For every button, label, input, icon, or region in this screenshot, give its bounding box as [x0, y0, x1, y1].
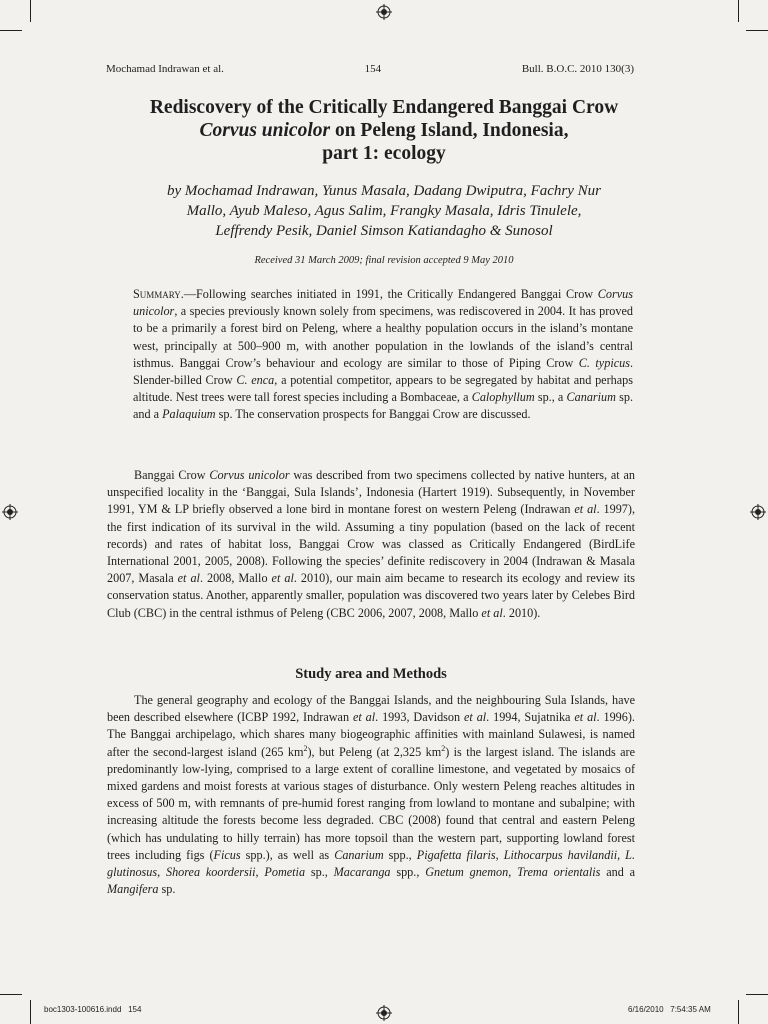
title-line-1: Rediscovery of the Critically Endangered Banggai Crow — [149, 97, 619, 118]
et-al: et al — [464, 710, 487, 725]
summary-text: .—Following searches initiated in 1991, the Critically Endangered Banggai Crow — [180, 287, 598, 301]
species-name: Trema orientalis — [517, 865, 601, 880]
genus-name: Canarium — [334, 847, 384, 862]
body-text: sp., — [305, 865, 334, 880]
species-name: Corvus unicolor — [209, 468, 290, 482]
crop-mark-bottom-left-h — [0, 994, 22, 995]
received-date: Received 31 March 2009; final revision accepted 9 May 2010 — [254, 255, 514, 266]
species-name: Gnetum gnemon — [425, 865, 509, 880]
body-text: and a — [600, 865, 636, 880]
journal-citation: Bull. B.O.C. 2010 130(3) — [521, 63, 634, 75]
body-text: , — [508, 865, 518, 880]
summary-label: Summary — [133, 287, 181, 301]
et-al: et al — [177, 571, 200, 586]
article-title — [100, 96, 668, 165]
species-name: Corvus unicolor — [133, 287, 633, 319]
species-name: C. enca — [236, 373, 275, 388]
body-text: was described from two specimens collected by native hunters, at an unspecified locality in the ‘Banggai, Sula Islands’, Indonesia (Hartert 1919). Subsequently, in November 1991, YM & LP briefly observed a lone bird in montane forest on western Peleng (Indrawan — [107, 468, 635, 517]
body-text: spp., — [383, 847, 417, 862]
body-text: ), but Peleng (at 2,325 km — [307, 744, 442, 759]
registration-mark-right-icon — [750, 504, 766, 520]
et-al: et al — [574, 710, 597, 725]
crop-mark-top-right-h — [746, 30, 768, 31]
title-line-2-rest: on Peleng Island, Indonesia, — [330, 120, 569, 141]
body-text: sp. — [158, 882, 176, 897]
crop-mark-bottom-right — [738, 1000, 739, 1024]
genus-name: Canarium — [566, 390, 616, 405]
crop-mark-top-right — [738, 0, 739, 22]
footer-timestamp: 6/16/2010 7:54:35 AM — [628, 1005, 711, 1014]
registration-mark-left-icon — [2, 504, 18, 520]
body-text: Banggai Crow — [134, 468, 210, 482]
page-number: 154 — [364, 63, 382, 75]
body-text: . 1993, Davidson — [375, 710, 464, 725]
crop-mark-top-left-h — [0, 30, 22, 31]
body-text: . 1996). The Banggai archipelago, which shares many biogeographic affinities with mainland Sulawesi, is named after the second-largest island (265 km — [107, 710, 635, 759]
author-list — [106, 181, 662, 241]
title-line-2 — [100, 119, 668, 142]
body-text: spp., — [390, 865, 426, 880]
et-al: et al — [574, 502, 597, 517]
crop-mark-top-left — [30, 0, 31, 22]
species-name: C. typicus — [578, 355, 630, 370]
genus-name: Macaranga — [333, 865, 391, 880]
superscript: 2 — [441, 743, 446, 753]
running-header — [106, 63, 634, 75]
summary-text: , a potential competitor, appears to be segregated by habitat and perhaps altitude. Nest trees were tall forest species including a Bombaceae, a — [133, 373, 633, 405]
et-al: et al — [271, 571, 294, 586]
species-list: Pigafetta filaris, Lithocarpus havilandii, L. glutinosus, Shorea koordersii, Pometia — [107, 847, 636, 880]
et-al: et al — [352, 710, 376, 725]
summary-text: sp. The conservation prospects for Banggai Crow are discussed. — [215, 407, 531, 422]
summary-text: . Slender-billed Crow — [133, 355, 633, 388]
body-text: ) is the largest island. The islands are predominantly low-lying, comprised to a large extent of coralline limestone, and vegetated by mosaics of mixed gardens and moist forests at various stages of disturbance. Only western Peleng reaches altitudes in excess of 500 m, with remnants of pre-humid forest ranging from lowland to montane and subalpine; with increasing altitude the forests become less degraded. CBC (2008) found that central and eastern Peleng (which has undulating to hilly terrain) has more topsoil than the western part, supporting lowland forest trees including figs ( — [107, 744, 636, 862]
summary-text: sp., a — [534, 390, 567, 405]
genus-name: Ficus — [213, 847, 241, 862]
summary-text: , a species previously known solely from specimens, was rediscovered in 2004. It has proved to be a primarily a forest bird on Peleng, where a healthy population occurs in the island’s montane west, principally at 500–900 m, with another population in the lowlands of the island’s central isthmus. Banggai Crow’s behaviour and ecology are similar to those of Piping Crow — [133, 304, 633, 370]
author-line-1: by Mochamad Indrawan, Yunus Masala, Dadang Dwiputra, Fachry Nur — [166, 183, 602, 199]
registration-mark-top-icon — [376, 4, 392, 20]
body-text: . 1994, Sujatnika — [486, 710, 575, 725]
genus-name: Calophyllum — [471, 390, 535, 405]
author-line-2: Mallo, Ayub Maleso, Agus Salim, Frangky Masala, Idris Tinulele, — [186, 203, 582, 219]
registration-mark-bottom-icon — [376, 1005, 392, 1021]
body-text: The general geography and ecology of the Banggai Islands, and the neighbouring Sula Islands, have been described elsewhere (ICBP 1992, Indrawan — [107, 693, 635, 725]
author-line-3: Leffrendy Pesik, Daniel Simson Katiandagho & Sunosol — [215, 223, 553, 239]
body-text: . 2010), our main aim became to research its ecology and review its conservation status. Another, apparently smaller, population was discovered two years later by Celebes Bird Club (CBC) in the central isthmus of Peleng (CBC 2006, 2007, 2008, Mallo — [107, 571, 635, 620]
body-text: . 2008, Mallo — [199, 571, 272, 586]
summary-text: sp. and a — [133, 390, 634, 422]
title-line-3: part 1: ecology — [322, 143, 446, 164]
summary-paragraph — [133, 286, 633, 424]
genus-name: Palaquium — [162, 407, 216, 422]
body-text: . 1997), the first indication of its survival in the wild. Assuming a tiny population (based on the lack of recent records) and rates of habitat loss, Banggai Crow was classed as Critically Endangered (BirdLife International 2001, 2005, 2008). Following the species’ definite rediscovery in 2004 (Indrawan & Masala 2007, Masala — [107, 502, 635, 586]
methods-paragraph — [107, 692, 635, 898]
superscript: 2 — [303, 743, 308, 753]
body-text: spp.), as well as — [240, 847, 335, 862]
crop-mark-bottom-right-h — [746, 994, 768, 995]
crop-mark-bottom-left — [30, 1000, 31, 1024]
footer-filename: boc1303-100616.indd 154 — [44, 1005, 142, 1014]
header-authors: Mochamad Indrawan et al. — [106, 63, 224, 75]
intro-paragraph — [107, 467, 635, 622]
body-text: . 2010). — [502, 605, 541, 620]
et-al: et al — [481, 605, 503, 620]
title-species: Corvus unicolor — [199, 120, 331, 141]
genus-name: Mangifera — [107, 882, 159, 897]
section-heading: Study area and Methods — [295, 666, 447, 682]
